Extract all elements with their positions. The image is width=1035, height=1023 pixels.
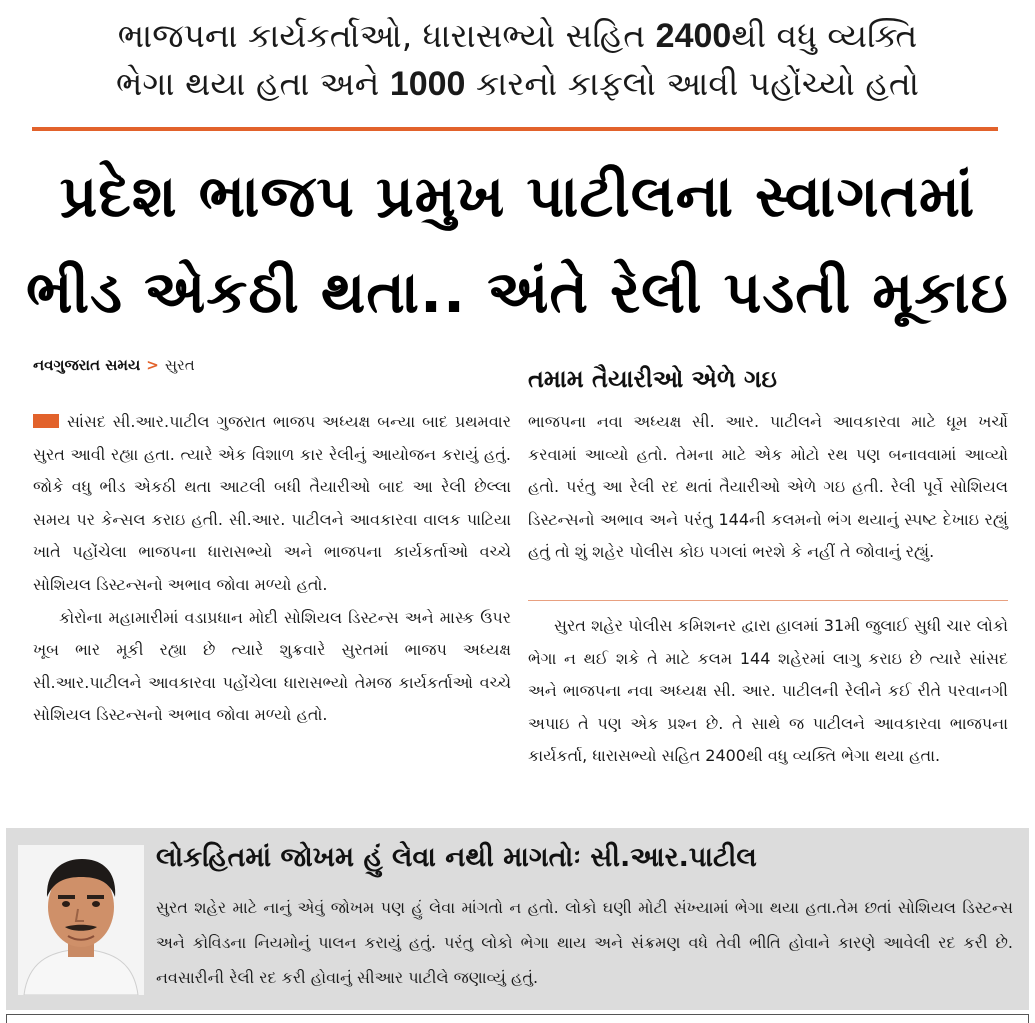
kicker-text: થી વધુ વ્યક્તિ — [731, 16, 918, 55]
kicker-text: કારનો કાફલો આવી પહોંચ્યો હતો — [465, 64, 919, 103]
headline — [20, 148, 1015, 340]
paragraph: સુરત શહેર પોલીસ કમિશનર દ્વારા હાલમાં 31મી જુલાઈ સુધી ચાર લોકો ભેગા ન થઈ શકે તે માટે કલમ 144 શહેરમાં લાગુ કરાઇ છે ત્યારે સાંસદ અને ભાજપના નવા અધ્યક્ષ સી. આર. પાટીલની રેલીને કઈ રીતે પરવાનગી અપાઇ તે પણ એક પ્રશ્ન છે. તે સાથે જ પાટીલને આવકારવા ભાજપના કાર્યકર્તા, ધારાસભ્યો સહિત 2400થી વધુ વ્યક્તિ ભેગા થયા હતા. — [528, 616, 1008, 766]
portrait-photo — [18, 845, 144, 995]
article-right-column-bottom — [528, 610, 1008, 773]
quote-box — [6, 828, 1029, 1010]
kicker-line-1 — [20, 12, 1015, 60]
paragraph-text: સાંસદ સી.આર.પાટીલ ગુજરાત ભાજપ અધ્યક્ષ બન્યા બાદ પ્રથમવાર સુરત આવી રહ્યા હતા. ત્યારે એક વિશાળ કાર રેલીનું આયોજન કરાયું હતું. જોકે વધુ ભીડ એકઠી થતા આટલી બધી તૈયારીઓ બાદ આ રેલી છેલ્લા સમય પર કેન્સલ કરાઇ હતી. સી.આર. પાટીલને આવકારવા વાલક પાટિયા ખાતે પહોંચેલા ભાજપના ધારાસભ્યો અને ભાજપના કાર્યકર્તાઓ વચ્ચે સોશિયલ ડિસ્ટન્સનો અભાવ જોવા મળ્યો હતો. — [33, 412, 511, 594]
kicker — [20, 12, 1015, 108]
lead-marker — [33, 414, 59, 428]
quote-box-title: લોકહિતમાં જોખમ હું લેવા નથી માગતોઃ સી.આર.પાટીલ — [156, 842, 757, 873]
paragraph: ભાજપના નવા અધ્યક્ષ સી. આર. પાટીલને આવકારવા માટે ધૂમ ખર્ચો કરવામાં આવ્યો હતો. તેમના માટે એક મોટો રથ પણ બનાવવામાં આવ્યો હતો. પરંતુ આ રેલી રદ થતાં તૈયારીઓ એળે ગઇ હતી. રેલી પૂર્વે સોશિયલ ડિસ્ટન્સનો અભાવ અને પરંતુ 144ની કલમનો ભંગ થયાનું સ્પષ્ટ દેખાઇ રહ્યું હતું તો શું શહેર પોલીસ કોઇ પગલાં ભરશે કે નહીં તે જોવાનું રહ્યું. — [528, 412, 1008, 562]
column-divider — [528, 600, 1008, 601]
subhead: તમામ તૈયારીઓ એળે ગઇ — [528, 365, 777, 393]
quote-box-body: સુરત શહેર માટે નાનું એવું જોખમ પણ હું લેવા માંગતો ન હતો. લોકો ઘણી મોટી સંખ્યામાં ભેગા થયા હતા.તેમ છતાં સોશિયલ ડિસ્ટન્સ અને કોવિડના નિયમોનું પાલન કરાયું હતું. પરંતુ લોકો ભેગા થાય અને સંક્રમણ વધે તેવી ભીતિ હોવાને કારણે આવેલી રદ કરી છે. નવસારીની રેલી રદ કરી હોવાનું સીઆર પાટીલે જણાવ્યું હતું. — [156, 898, 1013, 987]
paragraph: કોરોના મહામારીમાં વડાપ્રધાન મોદી સોશિયલ ડિસ્ટન્સ અને માસ્ક ઉપર ખૂબ ભાર મૂકી રહ્યા છે ત્યારે શુક્રવારે સુરતમાં ભાજપ અધ્યક્ષ સી.આર.પાટીલને આવકારવા પહોંચેલા ધારાસભ્યો તેમજ કાર્યકર્તાઓ વચ્ચે સોશિયલ ડિસ્ટન્સનો અભાવ જોવા મળ્યો હતો. — [33, 607, 511, 725]
next-article-border — [6, 1014, 1029, 1023]
kicker-text: ભેગા થયા હતા અને — [116, 64, 390, 103]
byline — [33, 356, 195, 374]
paragraph — [33, 406, 511, 602]
portrait-illustration — [18, 845, 144, 995]
headline-line-2: ભીડ એકઠી થતા.. અંતે રેલી પડતી મૂકાઇ — [26, 258, 1009, 326]
kicker-number: 2400 — [655, 17, 732, 55]
kicker-number: 1000 — [389, 65, 466, 103]
byline-arrow: > — [146, 356, 159, 374]
kicker-line-2 — [20, 60, 1015, 108]
headline-line-1: પ્રદેશ ભાજપ પ્રમુખ પાટીલના સ્વાગતમાં — [59, 162, 976, 230]
kicker-divider — [32, 127, 998, 131]
byline-city: સુરત — [164, 356, 195, 374]
byline-bureau: નવગુજરાત સમય — [33, 356, 141, 374]
article-left-column — [33, 406, 511, 732]
kicker-text: ભાજપના કાર્યકર્તાઓ, ધારાસભ્યો સહિત — [117, 16, 656, 55]
article-right-column-top — [528, 406, 1008, 569]
